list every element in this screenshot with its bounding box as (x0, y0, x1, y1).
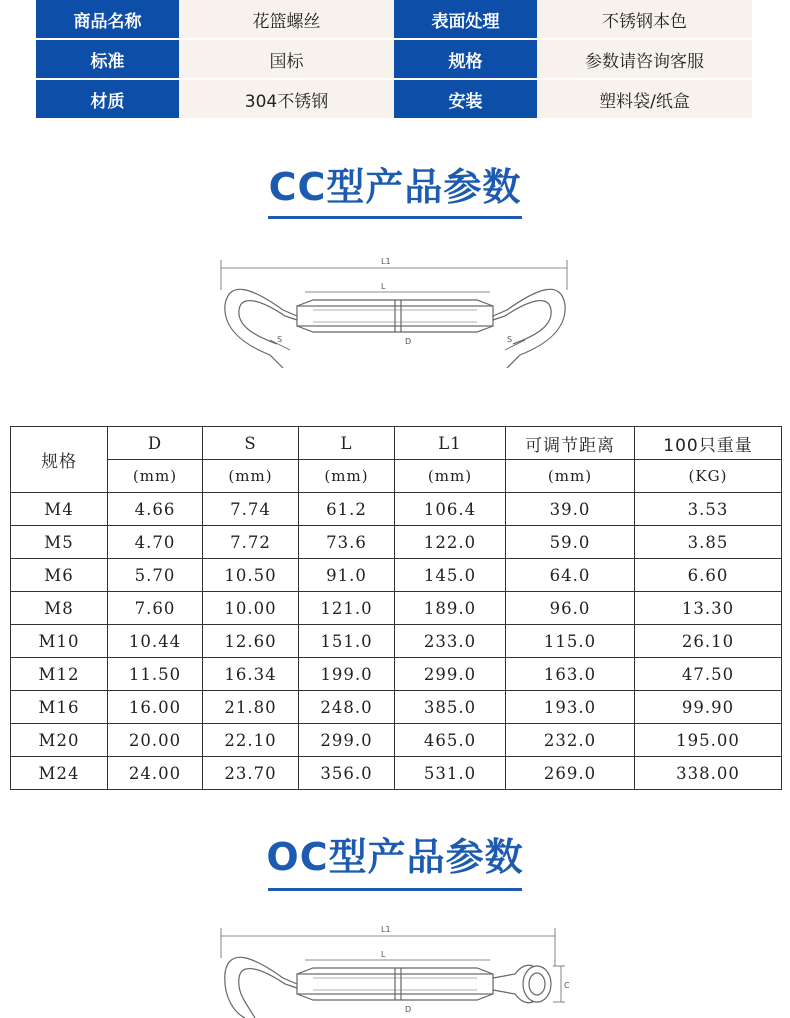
table-cell: 299.0 (299, 724, 395, 757)
table-cell: 6.60 (635, 559, 782, 592)
info-value: 304不锈钢 (179, 78, 394, 118)
oc-title-underline (268, 888, 522, 891)
table-cell: 59.0 (506, 526, 635, 559)
table-cell: 115.0 (506, 625, 635, 658)
table-cell-spec: M16 (11, 691, 108, 724)
spec-table-body (11, 493, 782, 790)
header-spec: 规格 (11, 427, 108, 493)
dim-label-l: L (381, 950, 386, 959)
table-cell: 531.0 (395, 757, 506, 790)
dim-label-d: D (405, 1005, 412, 1014)
table-row (11, 691, 782, 724)
table-cell: 99.90 (635, 691, 782, 724)
header-col-l1: L1 (395, 427, 506, 460)
table-cell-spec: M20 (11, 724, 108, 757)
unit-l1: (mm) (395, 460, 506, 493)
table-row (11, 559, 782, 592)
unit-weight: (KG) (635, 460, 782, 493)
table-cell: 3.85 (635, 526, 782, 559)
dim-label-l1: L1 (381, 925, 391, 934)
table-cell: 22.10 (203, 724, 299, 757)
table-cell: 26.10 (635, 625, 782, 658)
table-cell: 338.00 (635, 757, 782, 790)
table-cell: 24.00 (108, 757, 203, 790)
cc-title-underline (268, 216, 522, 219)
cc-turnbuckle-diagram (215, 250, 575, 380)
info-label: 安装 (394, 78, 537, 118)
table-cell-spec: M12 (11, 658, 108, 691)
table-cell: 23.70 (203, 757, 299, 790)
dim-label-s: S (507, 335, 513, 344)
table-cell: 7.60 (108, 592, 203, 625)
info-value: 花篮螺丝 (179, 0, 394, 38)
table-cell: 7.74 (203, 493, 299, 526)
info-value: 不锈钢本色 (537, 0, 752, 38)
table-cell-spec: M8 (11, 592, 108, 625)
info-label: 商品名称 (36, 0, 179, 38)
table-cell: 20.00 (108, 724, 203, 757)
table-cell: 21.80 (203, 691, 299, 724)
table-cell: 195.00 (635, 724, 782, 757)
table-cell: 356.0 (299, 757, 395, 790)
header-col-l: L (299, 427, 395, 460)
unit-s: (mm) (203, 460, 299, 493)
info-value: 国标 (179, 38, 394, 78)
dim-label-l1: L1 (381, 257, 391, 266)
table-cell: 248.0 (299, 691, 395, 724)
table-cell: 299.0 (395, 658, 506, 691)
table-cell: 106.4 (395, 493, 506, 526)
table-cell-spec: M24 (11, 757, 108, 790)
table-cell: 121.0 (299, 592, 395, 625)
dim-label-d: D (405, 337, 412, 346)
table-cell: 122.0 (395, 526, 506, 559)
table-cell-spec: M5 (11, 526, 108, 559)
table-cell: 232.0 (506, 724, 635, 757)
table-cell: 73.6 (299, 526, 395, 559)
table-cell: 465.0 (395, 724, 506, 757)
unit-d: (mm) (108, 460, 203, 493)
table-cell: 7.72 (203, 526, 299, 559)
table-row (11, 625, 782, 658)
table-cell: 12.60 (203, 625, 299, 658)
table-cell-spec: M10 (11, 625, 108, 658)
table-cell: 4.70 (108, 526, 203, 559)
unit-l: (mm) (299, 460, 395, 493)
table-cell: 385.0 (395, 691, 506, 724)
header-col-d: D (108, 427, 203, 460)
table-cell: 10.00 (203, 592, 299, 625)
table-cell: 13.30 (635, 592, 782, 625)
table-cell: 16.34 (203, 658, 299, 691)
table-cell: 233.0 (395, 625, 506, 658)
table-cell: 96.0 (506, 592, 635, 625)
table-cell: 91.0 (299, 559, 395, 592)
table-header-row (11, 427, 782, 460)
info-value: 塑料袋/纸盒 (537, 78, 752, 118)
table-cell: 3.53 (635, 493, 782, 526)
table-cell: 189.0 (395, 592, 506, 625)
table-row (11, 757, 782, 790)
table-cell: 61.2 (299, 493, 395, 526)
table-cell-spec: M4 (11, 493, 108, 526)
header-col-weight: 100只重量 (635, 427, 782, 460)
table-cell: 16.00 (108, 691, 203, 724)
cc-spec-table (10, 426, 782, 790)
info-row (36, 78, 752, 118)
table-cell: 10.44 (108, 625, 203, 658)
unit-adjust: (mm) (506, 460, 635, 493)
table-cell: 199.0 (299, 658, 395, 691)
table-cell: 151.0 (299, 625, 395, 658)
table-cell: 163.0 (506, 658, 635, 691)
table-cell: 5.70 (108, 559, 203, 592)
table-cell: 10.50 (203, 559, 299, 592)
info-label: 表面处理 (394, 0, 537, 38)
info-label: 材质 (36, 78, 179, 118)
info-row (36, 0, 752, 38)
table-cell: 11.50 (108, 658, 203, 691)
table-row (11, 658, 782, 691)
table-cell: 269.0 (506, 757, 635, 790)
table-cell-spec: M6 (11, 559, 108, 592)
table-row (11, 526, 782, 559)
oc-turnbuckle-diagram (215, 918, 575, 1018)
product-info-table (36, 0, 752, 118)
info-label: 标准 (36, 38, 179, 78)
oc-section-title: OC型产品参数 (266, 835, 524, 879)
table-cell: 4.66 (108, 493, 203, 526)
dim-label-s: S (277, 335, 283, 344)
header-col-s: S (203, 427, 299, 460)
table-row (11, 592, 782, 625)
info-value: 参数请咨询客服 (537, 38, 752, 78)
info-row (36, 38, 752, 78)
table-cell: 64.0 (506, 559, 635, 592)
table-cell: 39.0 (506, 493, 635, 526)
dim-label-c: C (564, 981, 570, 990)
table-cell: 193.0 (506, 691, 635, 724)
table-unit-row (11, 460, 782, 493)
table-row (11, 724, 782, 757)
cc-section-title: CC型产品参数 (268, 165, 522, 209)
table-row (11, 493, 782, 526)
dim-label-l: L (381, 282, 386, 291)
table-cell: 47.50 (635, 658, 782, 691)
info-label: 规格 (394, 38, 537, 78)
table-cell: 145.0 (395, 559, 506, 592)
header-col-adjust: 可调节距离 (506, 427, 635, 460)
